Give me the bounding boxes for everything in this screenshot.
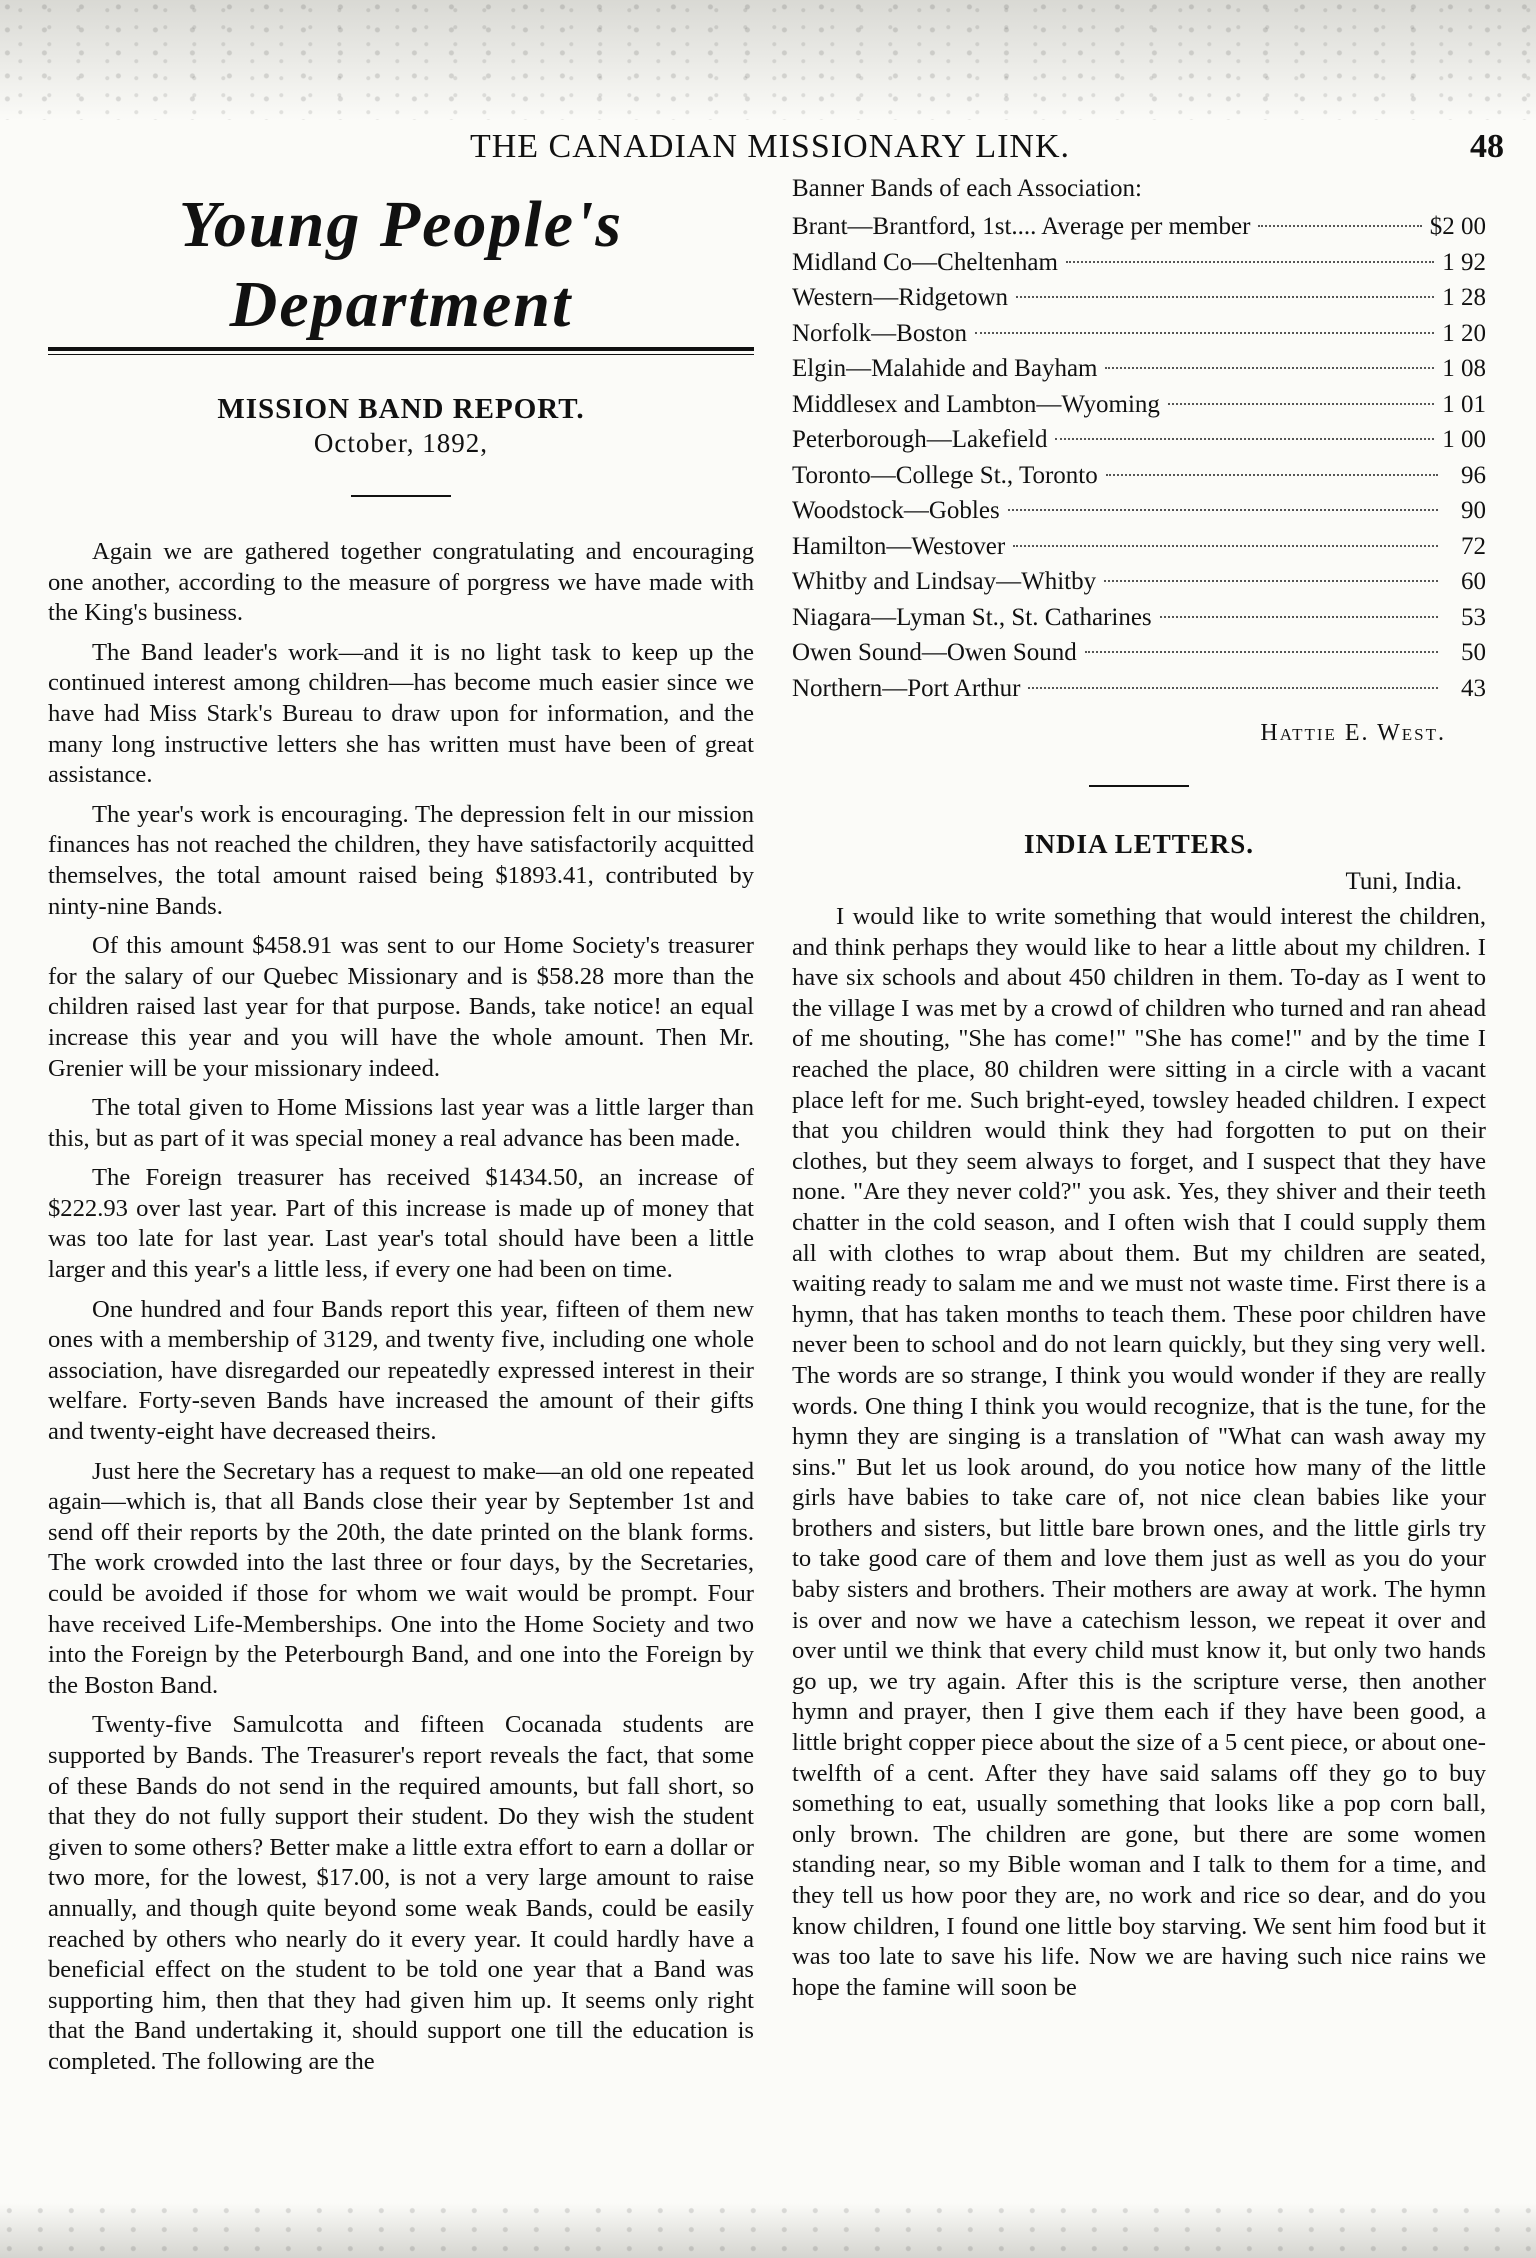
leader-dots [1160, 616, 1438, 618]
band-value: 1 01 [1442, 390, 1486, 418]
scan-noise-bottom [0, 2203, 1536, 2258]
band-value: 53 [1461, 603, 1486, 631]
leader-dots [1016, 296, 1434, 298]
band-label: Niagara—Lyman St., St. Catharines [792, 603, 1152, 631]
paragraph: The Foreign treasurer has received $1434.50, an increase of $222.93 over last year. Part of this increase is made up of money that was too late for last year. Last year's total should have been a little larger and this year's a little less, if every one had been on time. [48, 1164, 754, 1284]
band-label: Brant—Brantford, 1st.... Average per member [792, 213, 1251, 240]
paragraph: The Band leader's work—and it is no light task to keep up the continued interest among children—has become much easier since we have had Miss Stark's Bureau to draw upon for information, and the many long instructive letters she has written must have been of great assistance. [48, 638, 754, 789]
signature: Hattie E. West. [1260, 720, 1446, 746]
leader-dots [1168, 403, 1434, 405]
banner-band-row [792, 351, 1486, 387]
banner-band-row [792, 529, 1486, 565]
india-letters-title: INDIA LETTERS. [1023, 829, 1255, 859]
band-value: 60 [1461, 568, 1486, 595]
band-label: Elgin—Malahide and Bayham [792, 355, 1098, 382]
band-value: 50 [1461, 639, 1486, 666]
band-value: 72 [1461, 532, 1486, 560]
band-value: 1 00 [1442, 426, 1486, 453]
paragraph: Again we are gathered together congratulating and encouraging one another, according to the measure of porgress we have made with the King's business. [48, 538, 754, 627]
section-divider [351, 495, 451, 497]
banner-band-row [792, 671, 1486, 707]
title-rule [48, 354, 754, 355]
leader-dots [1105, 367, 1434, 369]
banner-band-row [792, 458, 1486, 494]
band-label: Owen Sound—Owen Sound [792, 639, 1077, 666]
scan-noise-top [0, 0, 1536, 120]
report-date: October, 1892, [313, 428, 489, 458]
leader-dots [1066, 261, 1434, 263]
band-value: 90 [1461, 497, 1486, 524]
banner-band-row [792, 564, 1486, 600]
paragraph: Twenty-five Samulcotta and fifteen Cocanada students are supported by Bands. The Treasurer's report reveals the fact, that some of these Bands do not send in the required amounts, but fall short, so that they do not fully support their student. Do they wish the student given to some others? Better make a little extra effort to earn a dollar or two more, for the lowest, $17.00, is not a very large amount to raise annually, and though quite beyond some weak Bands, could be easily reached by others who nearly do it every year. It could hardly have a beneficial effect on the student to be told one year that a Band was supporting him, then that they had given him up. It seems only right that the Band undertaking it, should support one till the education is completed. The following are the [48, 1711, 754, 2075]
leader-dots [1008, 509, 1438, 511]
band-label: Toronto—College St., Toronto [792, 461, 1098, 489]
leader-dots [1085, 651, 1438, 653]
leader-dots [1258, 225, 1421, 227]
report-title: MISSION BAND REPORT. [217, 393, 585, 425]
banner-band-row [792, 387, 1486, 423]
dateline: Tuni, India. [1345, 868, 1462, 895]
banner-band-row [792, 422, 1486, 458]
paragraph: The total given to Home Missions last year was a little larger than this, but as part of it was special money a real advance has been made. [48, 1094, 754, 1152]
band-label: Peterborough—Lakefield [792, 426, 1048, 453]
right-column [792, 175, 1486, 2012]
leader-dots [1106, 474, 1438, 476]
paragraph: I would like to write something that would interest the children, and think perhaps they would like to hear a little about my children. I have six schools and about 450 children in them. To-day as I went to the village I was met by a crowd of children who turned and ran ahead of me shouting, "She has come!" "She has come!" and by the time I reached the place, 80 children were sitting in a circle with a vacant place left for me. Such bright-eyed, towsley headed children. I expect that you children would think they had forgotten to put on their clothes, but they seem always to forget, and I suspect that they have none. "Are they never cold?" you ask. Yes, they shiver and their teeth chatter in the cold season, and I often wish that I could supply them all with clothes to wrap about them. But my children are seated, waiting ready to salam me and we must not waste time. First there is a hymn, that has taken months to teach them. These poor children have never been to school and do not learn quickly, but they sing very well. The words are so strange, I think you would wonder if they are really words. One thing I think you would recognize, that is the tune, for the hymn they are singing is a translation of "What can wash away my sins." But let us look around, do you notice how many of the little girls have babies to take care of, not nice clean babies like your brothers and sisters, but little bare brown ones, and the little girls try to take good care of them and love them just as well as you do your baby sisters and brothers. Their mothers are away at work. The hymn is over and now we have a catechism lesson, we repeat it over and over until we think that every child must know it, but only two hands go up, we try again. After this is the scripture verse, then another hymn and prayer, then I give them each if they have been good, a little bright copper piece about the size of a 5 cent piece, or about one-twelfth of a cent. After they have said salams off they go to buy something to eat, usually something that looks like a pop corn ball, only brown. The children are gone, but there are some women standing near, so my Bible woman and I talk to them for a time, and they tell us how poor they are, no work and rice so dear, and do you know children, I found one little boy starving. We sent him food but it was too late to save his life. Now we are having such nice rains we hope the famine will soon be [792, 903, 1486, 2001]
band-label: Middlesex and Lambton—Wyoming [792, 390, 1160, 418]
department-title: Young People's Department [48, 185, 754, 351]
band-value: 1 08 [1442, 355, 1486, 382]
band-label: Woodstock—Gobles [792, 497, 1000, 524]
banner-bands-list [792, 209, 1486, 706]
banner-band-row [792, 600, 1486, 636]
band-label: Northern—Port Arthur [792, 674, 1021, 702]
banner-band-row [792, 245, 1486, 281]
band-value: $2 00 [1429, 213, 1486, 240]
running-head: THE CANADIAN MISSIONARY LINK. [469, 128, 1071, 165]
paragraph: The year's work is encouraging. The depression felt in our mission finances has not reached the children, they have satisfactorily acquitted themselves, the total amount raised being $1893.41, contributed by ninty-nine Bands. [48, 800, 754, 920]
leader-dots [1028, 687, 1438, 689]
band-label: Midland Co—Cheltenham [792, 248, 1058, 276]
banner-band-row [792, 280, 1486, 316]
band-label: Whitby and Lindsay—Whitby [792, 568, 1097, 595]
band-value: 96 [1461, 461, 1486, 489]
band-value: 43 [1461, 674, 1486, 702]
band-label: Western—Ridgetown [792, 284, 1009, 311]
band-value: 1 92 [1442, 248, 1486, 276]
section-divider [1089, 785, 1189, 787]
paragraph: Just here the Secretary has a request to make—an old one repeated again—which is, that all Bands close their year by September 1st and send off their reports by the 20th, the date printed on the blank forms. The work crowded into the last three or four days, by the Secretaries, could be avoided if those for whom we wait would be prompt. Four have received Life-Memberships. One into the Home Society and two into the Foreign by the Peterbourgh Band, and one into the Foreign by the Boston Band. [48, 1457, 754, 1699]
leader-dots [975, 332, 1434, 334]
banner-band-row [792, 209, 1486, 245]
leader-dots [1013, 545, 1438, 547]
band-label: Hamilton—Westover [792, 532, 1006, 560]
band-value: 1 20 [1442, 319, 1486, 347]
leader-dots [1104, 580, 1438, 582]
banner-band-row [792, 493, 1486, 529]
band-label: Norfolk—Boston [792, 319, 967, 347]
leader-dots [1055, 438, 1434, 440]
page-number: 48 [1470, 128, 1504, 165]
band-value: 1 28 [1442, 284, 1486, 311]
left-column [48, 185, 754, 2087]
paragraph: One hundred and four Bands report this year, fifteen of them new ones with a membership of 3129, and twenty five, including one whole association, have disregarded our repeatedly expressed interest in their welfare. Forty-seven Bands have increased the amount of their gifts and twenty-eight have decreased theirs. [48, 1295, 754, 1446]
banner-bands-heading: Banner Bands of each Association: [792, 175, 1142, 202]
banner-band-row [792, 635, 1486, 671]
paragraph: Of this amount $458.91 was sent to our Home Society's treasurer for the salary of our Quebec Missionary and is $58.28 more than the children raised last year for that purpose. Bands, take notice! an equal increase this year and you will have the whole amount. Then Mr. Grenier will be your missionary indeed. [48, 932, 754, 1082]
banner-band-row [792, 316, 1486, 352]
